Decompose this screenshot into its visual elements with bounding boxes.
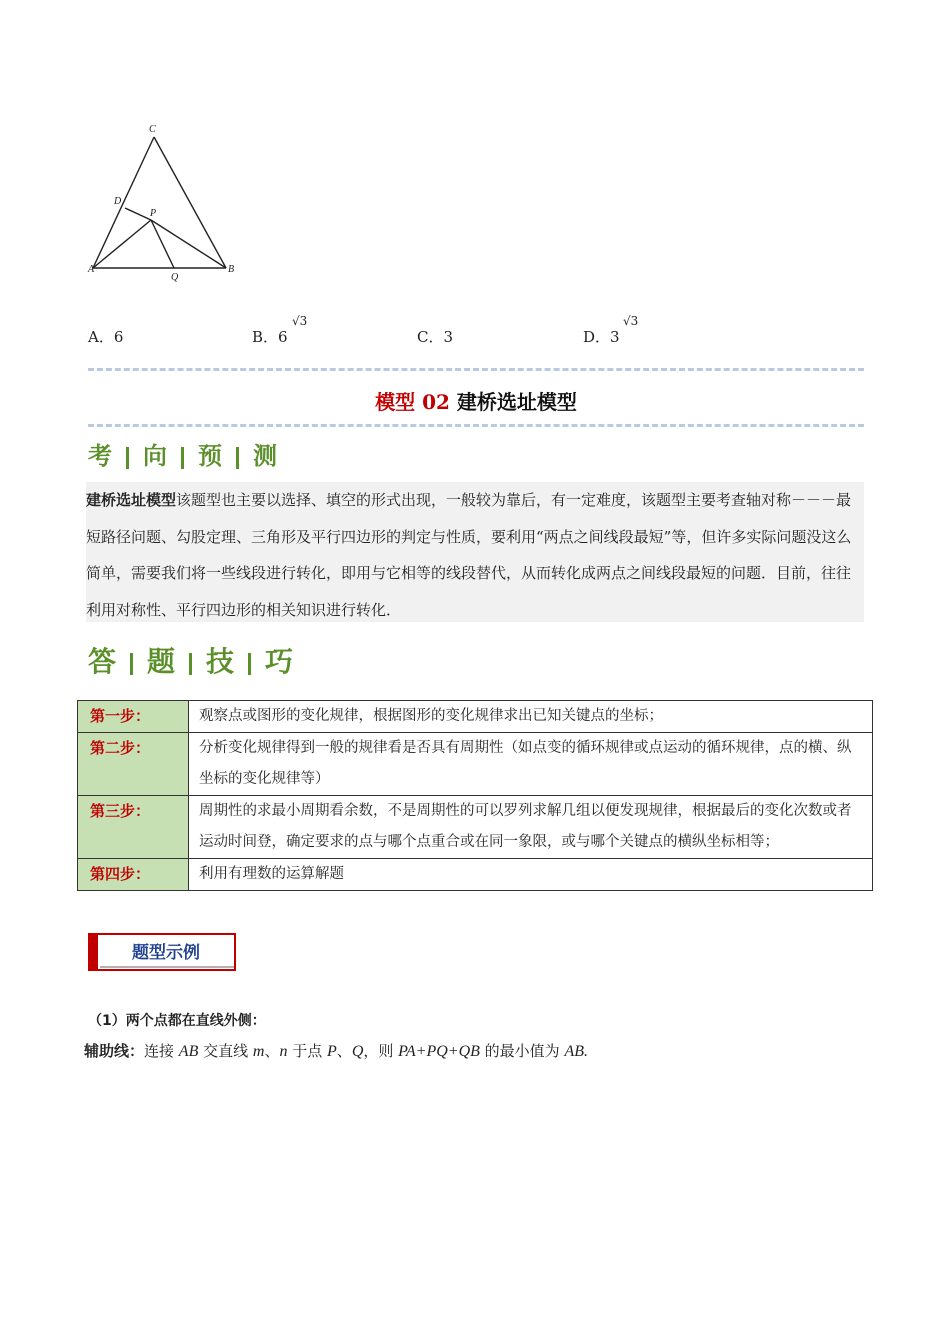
step-text: 观察点或图形的变化规律，根据图形的变化规律求出已知关键点的坐标； [189, 701, 873, 733]
step-text: 利用有理数的运算解题 [189, 859, 873, 891]
option-letter: B． [252, 328, 279, 346]
heading-separator [248, 653, 251, 675]
divider-top [88, 368, 864, 371]
aux-label: 辅助线： [84, 1042, 145, 1060]
heading-char: 向 [143, 441, 167, 470]
table-row [78, 733, 873, 796]
side-AC [93, 137, 157, 268]
section-heading-forecast [88, 436, 277, 471]
option-d[interactable] [583, 314, 639, 347]
step-label: 第一步： [78, 701, 189, 733]
steps-table [77, 700, 873, 891]
table-row [78, 796, 873, 859]
aux-math: n [279, 1043, 288, 1060]
aux-text: 的最小值为 [479, 1042, 565, 1060]
option-letter: D． [583, 328, 611, 346]
label-P: P [150, 208, 157, 219]
step-text: 分析变化规律得到一般的规律看是否具有周期性（如点变的循环规律或点运动的循环规律，点的横、纵坐标的变化规律等） [189, 733, 873, 796]
aux-math: m [252, 1043, 265, 1060]
aux-math: PA+PQ+QB [398, 1043, 480, 1060]
auxiliary-line-text [84, 1040, 588, 1061]
heading-separator [189, 653, 192, 675]
segment-AP [93, 220, 151, 268]
option-radical: √3 [623, 314, 639, 328]
case-heading: （1）两个点都在直线外侧： [88, 1013, 266, 1029]
heading-char: 考 [88, 441, 112, 470]
intro-lead: 建桥选址模型 [86, 491, 177, 509]
step-text: 周期性的求最小周期看余数，不是周期性的可以罗列求解几组以便发现规律，根据最后的变化次数或者运动时间登，确定要求的点与哪个点重合或在同一象限，或与哪个关键点的横纵坐标相等； [189, 796, 873, 859]
table-row [78, 701, 873, 733]
heading-separator [130, 653, 133, 675]
option-value: 3 [610, 328, 620, 346]
aux-text: ，则 [363, 1042, 399, 1060]
triangle-figure [80, 118, 250, 288]
aux-text: 连接 [144, 1042, 179, 1060]
option-letter: C． [417, 328, 444, 346]
badge-bar [89, 934, 98, 970]
aux-text: 、 [336, 1042, 352, 1060]
section-heading-tips [88, 640, 293, 680]
label-C: C [149, 124, 156, 135]
step-label: 第二步： [78, 733, 189, 796]
label-D: D [114, 196, 122, 207]
answer-options [88, 314, 788, 350]
model-title [88, 386, 864, 415]
model-name: 建桥选址模型 [449, 390, 577, 414]
aux-text: 、 [264, 1042, 280, 1060]
badge-text: 题型示例 [132, 943, 200, 963]
divider-bottom [88, 424, 864, 427]
label-B: B [228, 264, 235, 275]
aux-text: 于点 [287, 1042, 328, 1060]
heading-char: 题 [147, 645, 176, 678]
label-Q: Q [171, 272, 179, 283]
aux-text: 交直线 [198, 1042, 253, 1060]
heading-char: 技 [206, 645, 235, 678]
option-b[interactable] [252, 314, 308, 347]
aux-math: P [327, 1043, 337, 1060]
option-a[interactable] [88, 326, 123, 347]
aux-math: Q [351, 1043, 364, 1060]
step-label: 第四步： [78, 859, 189, 891]
example-badge [88, 933, 236, 971]
option-letter: A． [88, 328, 114, 346]
heading-char: 预 [198, 441, 222, 470]
heading-char: 测 [253, 441, 277, 470]
model-number: 模型 02 [375, 390, 450, 414]
intro-paragraph [86, 482, 864, 622]
step-label: 第三步： [78, 796, 189, 859]
option-value: 3 [443, 328, 454, 346]
label-A: A [88, 264, 95, 275]
heading-char: 答 [88, 645, 117, 678]
option-value: 6 [278, 328, 288, 346]
intro-text: 该题型也主要以选择、填空的形式出现，一般较为靠后，有一定难度，该题型主要考查轴对称－－－最短路径问题、勾股定理、三角形及平行四边形的判定与性质，要利用“两点之间线段最短”等，但许多实际问题没这么简单，需要我们将一些线段进行转化，即用与它相等的线段替代，从而转化成两点之间线段最短的问题．目前，往往利用对称性、平行四边形的相关知识进行转化． [86, 491, 852, 619]
option-radical: √3 [292, 314, 308, 328]
option-c[interactable] [417, 326, 453, 347]
table-row [78, 859, 873, 891]
segment-DP [125, 208, 151, 220]
heading-separator [126, 447, 129, 469]
heading-separator [236, 447, 239, 469]
heading-separator [181, 447, 184, 469]
aux-math: AB. [564, 1043, 588, 1060]
option-value: 6 [113, 328, 124, 346]
aux-math: AB [178, 1043, 199, 1060]
heading-char: 巧 [265, 645, 294, 678]
